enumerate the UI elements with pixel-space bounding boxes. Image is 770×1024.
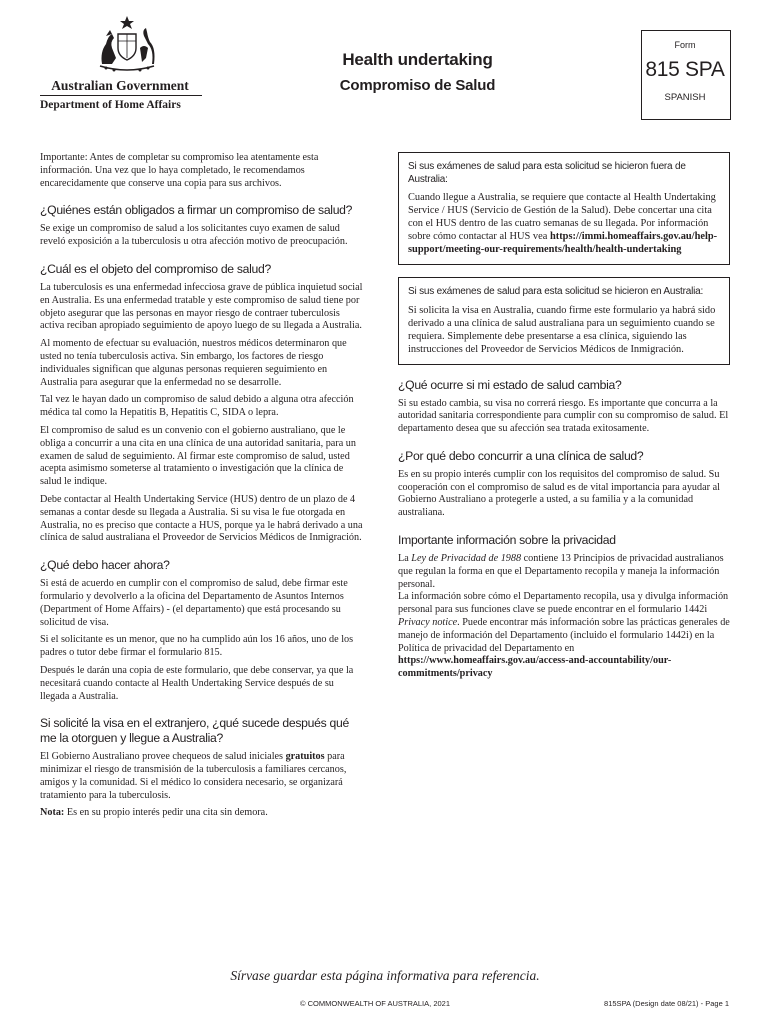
page-info: 815SPA (Design date 08/21) - Page 1 [604,999,729,1008]
coat-of-arms-logo [92,14,162,72]
right-column [398,152,730,686]
intro-text: Importante: Antes de completar su compromiso lea atentamente esta información. Una vez que lo haya completado, le recomendamos encarecidamente que conserve una copia para sus archivos. [40,152,319,189]
paragraph: El Gobierno Australiano provee chequeos de salud iniciales gratuitos para minimizar el riesgo de transmisión de la tuberculosis a familiares cercanos, amigos y la comunidad. Si el médico lo considera necesario, se organizará tratamiento para la tuberculosis. [40,751,347,801]
section-heading-purpose: ¿Cuál es el objeto del compromiso de salud? [40,261,271,276]
paragraph: Si está de acuerdo en cumplir con el compromiso de salud, debe firmar este formulario y devolverlo a la oficina del Departamento de Asuntos Internos (Department of Home Affairs) - (el departamento) que está procesando su solicitud de visa. [40,578,348,628]
section-heading-privacy: Importante información sobre la privacidad [398,533,616,548]
footer-note: Sírvase guardar esta página informativa para referencia. [230,968,540,983]
section-heading-applied-overseas: Si solicité la visa en el extranjero, ¿qué sucede después qué me la otorguen y llegue a Australia? [40,716,349,746]
left-column [40,152,363,825]
emphasis-free: gratuitos [285,751,325,763]
copyright: © COMMONWEALTH OF AUSTRALIA, 2021 [300,999,450,1008]
form-language: SPANISH [664,92,706,103]
page-subtitle: Compromiso de Salud [339,77,496,94]
section-heading-who-must-sign: ¿Quiénes están obligados a firmar un compromiso de salud? [40,203,353,218]
hus-link[interactable]: https://immi.homeaffairs.gov.au/help-support/meeting-our-requirements/health/health-undertaking [408,231,718,255]
paragraph: La información sobre cómo el Departamento recopila, usa y divulga información personal para sus funciones clave se puede encontrar en el formulario 1442i Privacy notice. Puede encontrar más información sobre las prácticas generales de manejo de información del Departamento (incluido el formulario 1442i) en la Política de privacidad del Departamento en https://www.homeaffairs.gov.au/access-and-accountability/our-commitments/privacy [398,591,730,680]
info-box-outside-australia [398,152,730,265]
header-divider [40,95,202,96]
form-label: Form [674,40,696,50]
privacy-link[interactable]: https://www.homeaffairs.gov.au/access-and-accountability/our-commitments/privacy [398,655,672,680]
section-heading-what-now: ¿Qué debo hacer ahora? [40,558,170,573]
paragraph: Se exige un compromiso de salud a los solicitantes cuyo examen de salud reveló exposición a la tuberculosis u otra afección motivo de preocupación. [40,223,348,248]
info-box-text: Cuando llegue a Australia, se requiere que contacte al Health Undertaking Service / HUS (Servicio de Gestión de la Salud). Debe concertar una cita con el HUS dentro de las cuatro semanas de su llegada. Por información sobre cómo contactar al HUS vea https://immi.homeaffairs.gov.au/help-support/meeting-our-requirements/health/health-undertaking [408,192,718,255]
info-box-text: Si solicita la visa en Australia, cuando firme este formulario ya habrá sido derivado a una clínica de salud australiana para un seguimiento cuando se requiera. Simplemente debe presentarse a esa clínica, siguiendo las instrucciones del Proveedor de Servicios Médicos de Inmigración. [408,304,716,355]
paragraph: La Ley de Privacidad de 1988 contiene 13 Principios de privacidad australianos que regulan la forma en que el Departamento recopila y maneja la información personal. [398,553,724,590]
paragraph: Al momento de efectuar su evaluación, nuestros médicos determinaron que usted no tenía tuberculosis activa. Sin embargo, los factores de riesgo individuales significan que algunas personas requieren seguimiento en Australia para asegurar que la enfermedad no se desarrolle. [40,338,347,388]
paragraph: Si su estado cambia, su visa no correrá riesgo. Es importante que concurra a la autoridad sanitaria correspondiente para cumplir con su compromiso de salud. El departamento desea que su afección sea tratada exitosamente. [398,397,729,435]
paragraph: Después le darán una copia de este formulario, que debe conservar, ya que la necesitará cuando contacte al Health Undertaking Service después de su llegada a Australia. [40,664,354,702]
paragraph: Es en su propio interés cumplir con los requisitos del compromiso de salud. Su cooperación con el compromiso de salud es de vital importancia para ayudar al Gobierno Australiano a protegerle a usted, a su familia y a la comunidad australiana. [398,468,720,519]
form-number: 815 SPA [645,58,725,81]
page-title: Health undertaking [342,50,493,69]
note-label: Nota: [40,807,65,819]
section-heading-health-changes: ¿Qué ocurre si mi estado de salud cambia? [398,377,622,392]
info-box-heading: Si sus exámenes de salud para esta solicitud se hicieron en Australia: [408,286,704,297]
paragraph: Si el solicitante es un menor, que no ha cumplido aún los 16 años, uno de los padres o tutor debe firmar el formulario 815. [40,634,354,659]
paragraph: La tuberculosis es una enfermedad infecciosa grave de pública inquietud social en Australia. Es una enfermedad tratable y este compromiso de salud tiene por objeto asegurar que las personas en mayor riesgo de contraer tuberculosis activa reciban apropiado seguimiento de apoyo luego de su llegada a Australia. [40,281,363,332]
department-name: Department of Home Affairs [40,99,181,111]
info-box-in-australia [398,277,730,365]
paragraph: Tal vez le hayan dado un compromiso de salud debido a alguna otra afección médica tal como la Hepatitis B, Hepatitis C, SIDA o lepra. [40,394,354,419]
law-title: Ley de Privacidad de 1988 [411,553,522,565]
section-heading-why-clinic: ¿Por qué debo concurrir a una clínica de salud? [398,448,644,463]
paragraph: El compromiso de salud es un convenio con el gobierno australiano, que le obliga a concurrir a una cita en una clínica de una autoridad sanitaria, para un examen de salud de seguimiento. Al firmar este compromiso de salud, usted acepta asimismo someterse al tratamiento o investigación que la clínica de salud le indique. [40,424,356,488]
paragraph: Debe contactar al Health Undertaking Service (HUS) dentro de un plazo de 4 semanas a contar desde su llegada a Australia. Si su visa le fue otorgada en Australia, no es preciso que contacte a HUS, porque ya le habrá derivado a una clínica de salud australiana el Proveedor de Servicios Médicos de Inmigración. [40,493,363,544]
privacy-notice-title: Privacy notice [398,617,458,629]
note: Nota: Es en su propio interés pedir una cita sin demora. [40,807,268,819]
info-box-heading: Si sus exámenes de salud para esta solicitud se hicieron fuera de Australia: [408,161,686,185]
government-name: Australian Government [51,78,189,93]
